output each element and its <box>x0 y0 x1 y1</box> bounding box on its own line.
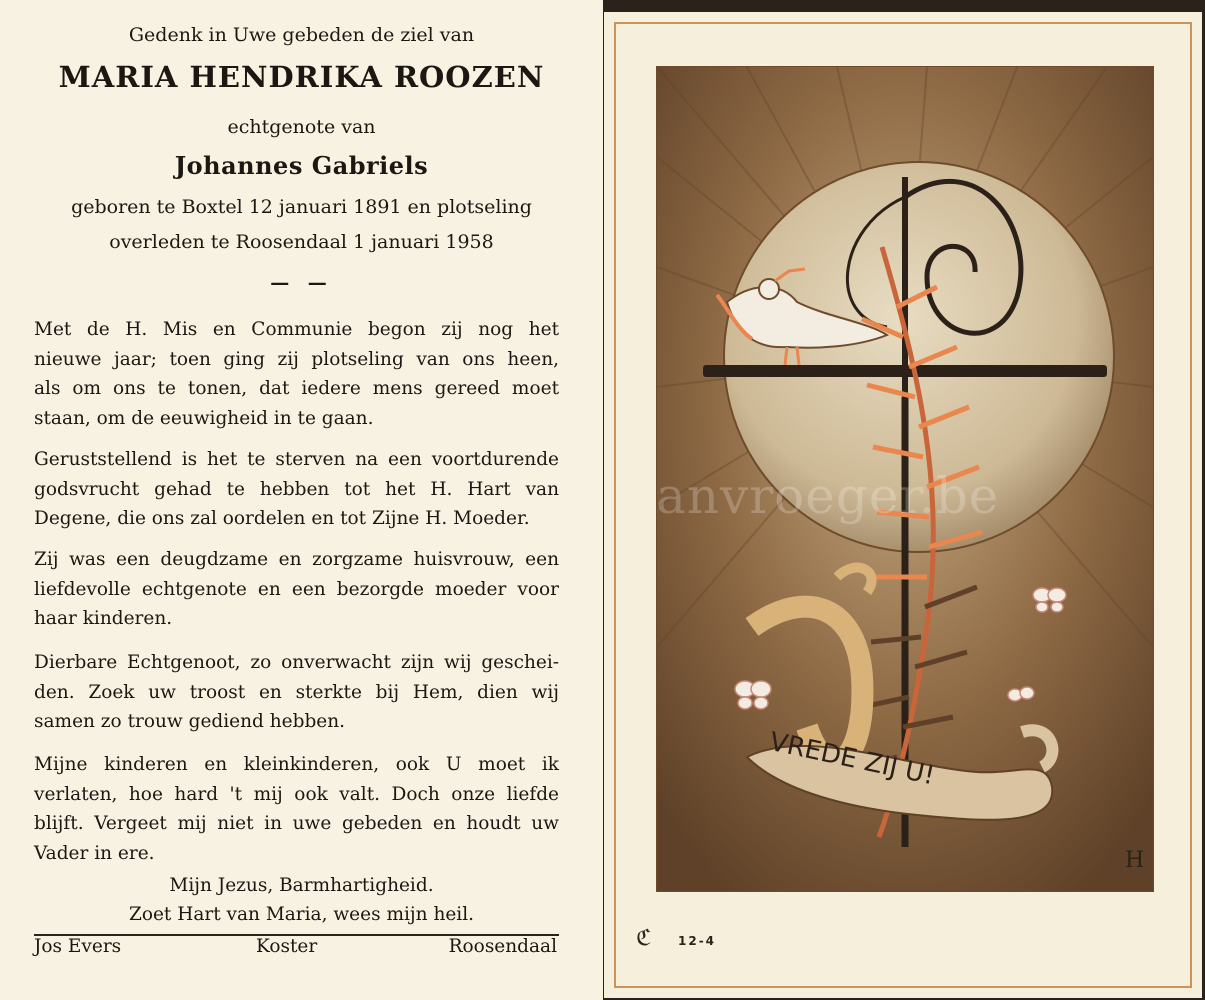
text-line: blijft. Vergeet mij niet in uwe gebeden en houdt uw <box>34 813 559 834</box>
paragraph-3 <box>34 545 559 634</box>
prayer-line-2: Zoet Hart van Maria, wees mijn heil. <box>128 904 475 925</box>
artist-monogram: H <box>1125 848 1145 873</box>
spouse-label: echtgenote van <box>227 116 376 138</box>
birth-line: geboren te Boxtel 12 januari 1891 en plotseling <box>71 196 532 218</box>
text-line: Met de H. Mis en Communie begon zij nog het <box>34 319 559 340</box>
text-line: Vader in ere. <box>34 842 155 864</box>
paragraph-4 <box>34 648 559 737</box>
prayer-line-1: Mijn Jezus, Barmhartigheid. <box>169 875 434 896</box>
text-line: Geruststellend is het te sterven na een voortdurende <box>34 449 559 470</box>
paragraph-5 <box>34 750 559 868</box>
text-line: Degene, die ons zal oordelen en tot Zijne H. Moeder. <box>34 508 530 529</box>
publisher-mark-icon: ℭ <box>636 926 652 951</box>
spouse-name: Johannes Gabriels <box>174 151 429 180</box>
text-line: godsvrucht gehad te hebben tot het H. Hart van <box>34 478 559 500</box>
printer-name: Jos Evers <box>34 936 122 957</box>
text-line: als om ons te tonen, dat iedere mens gereed moet <box>34 378 559 399</box>
text-line: liefdevolle echtgenote en een bezorgde moeder voor <box>34 578 559 600</box>
paragraph-2 <box>34 445 559 534</box>
text-line: nieuwe jaar; toen ging zij plotseling van ons heen, <box>34 348 559 370</box>
text-line: staan, om de eeuwigheid in te gaan. <box>34 407 374 429</box>
text-line: Zij was een deugdzame en zorgzame huisvrouw, een <box>34 549 559 570</box>
text-line: Dierbare Echtgenoot, zo onverwacht zijn wij geschei- <box>34 652 559 673</box>
watermark: anvroeger.be <box>656 467 1000 525</box>
devotional-image-card <box>604 12 1202 998</box>
text-line: haar kinderen. <box>34 608 173 629</box>
text-line: verlaten, hoe hard 't mij ook valt. Doch onze liefde <box>34 783 559 805</box>
banner-text: VREDE ZIJ U! <box>766 726 938 792</box>
paragraph-1 <box>34 315 559 433</box>
printer-role: Koster <box>256 936 318 957</box>
text-line: Mijne kinderen en kleinkinderen, ook U moet ik <box>34 754 559 775</box>
text-line: samen zo trouw gediend hebben. <box>34 711 346 732</box>
intro-line: Gedenk in Uwe gebeden de ziel van <box>128 24 475 46</box>
card-code: 12-4 <box>678 934 717 948</box>
deceased-name: MARIA HENDRIKA ROOZEN <box>58 60 545 94</box>
printer-town: Roosendaal <box>448 936 557 957</box>
separator: — — <box>270 272 333 294</box>
death-line: overleden te Roosendaal 1 januari 1958 <box>109 231 494 253</box>
text-line: den. Zoek uw troost en sterkte bij Hem, dien wij <box>34 681 559 703</box>
